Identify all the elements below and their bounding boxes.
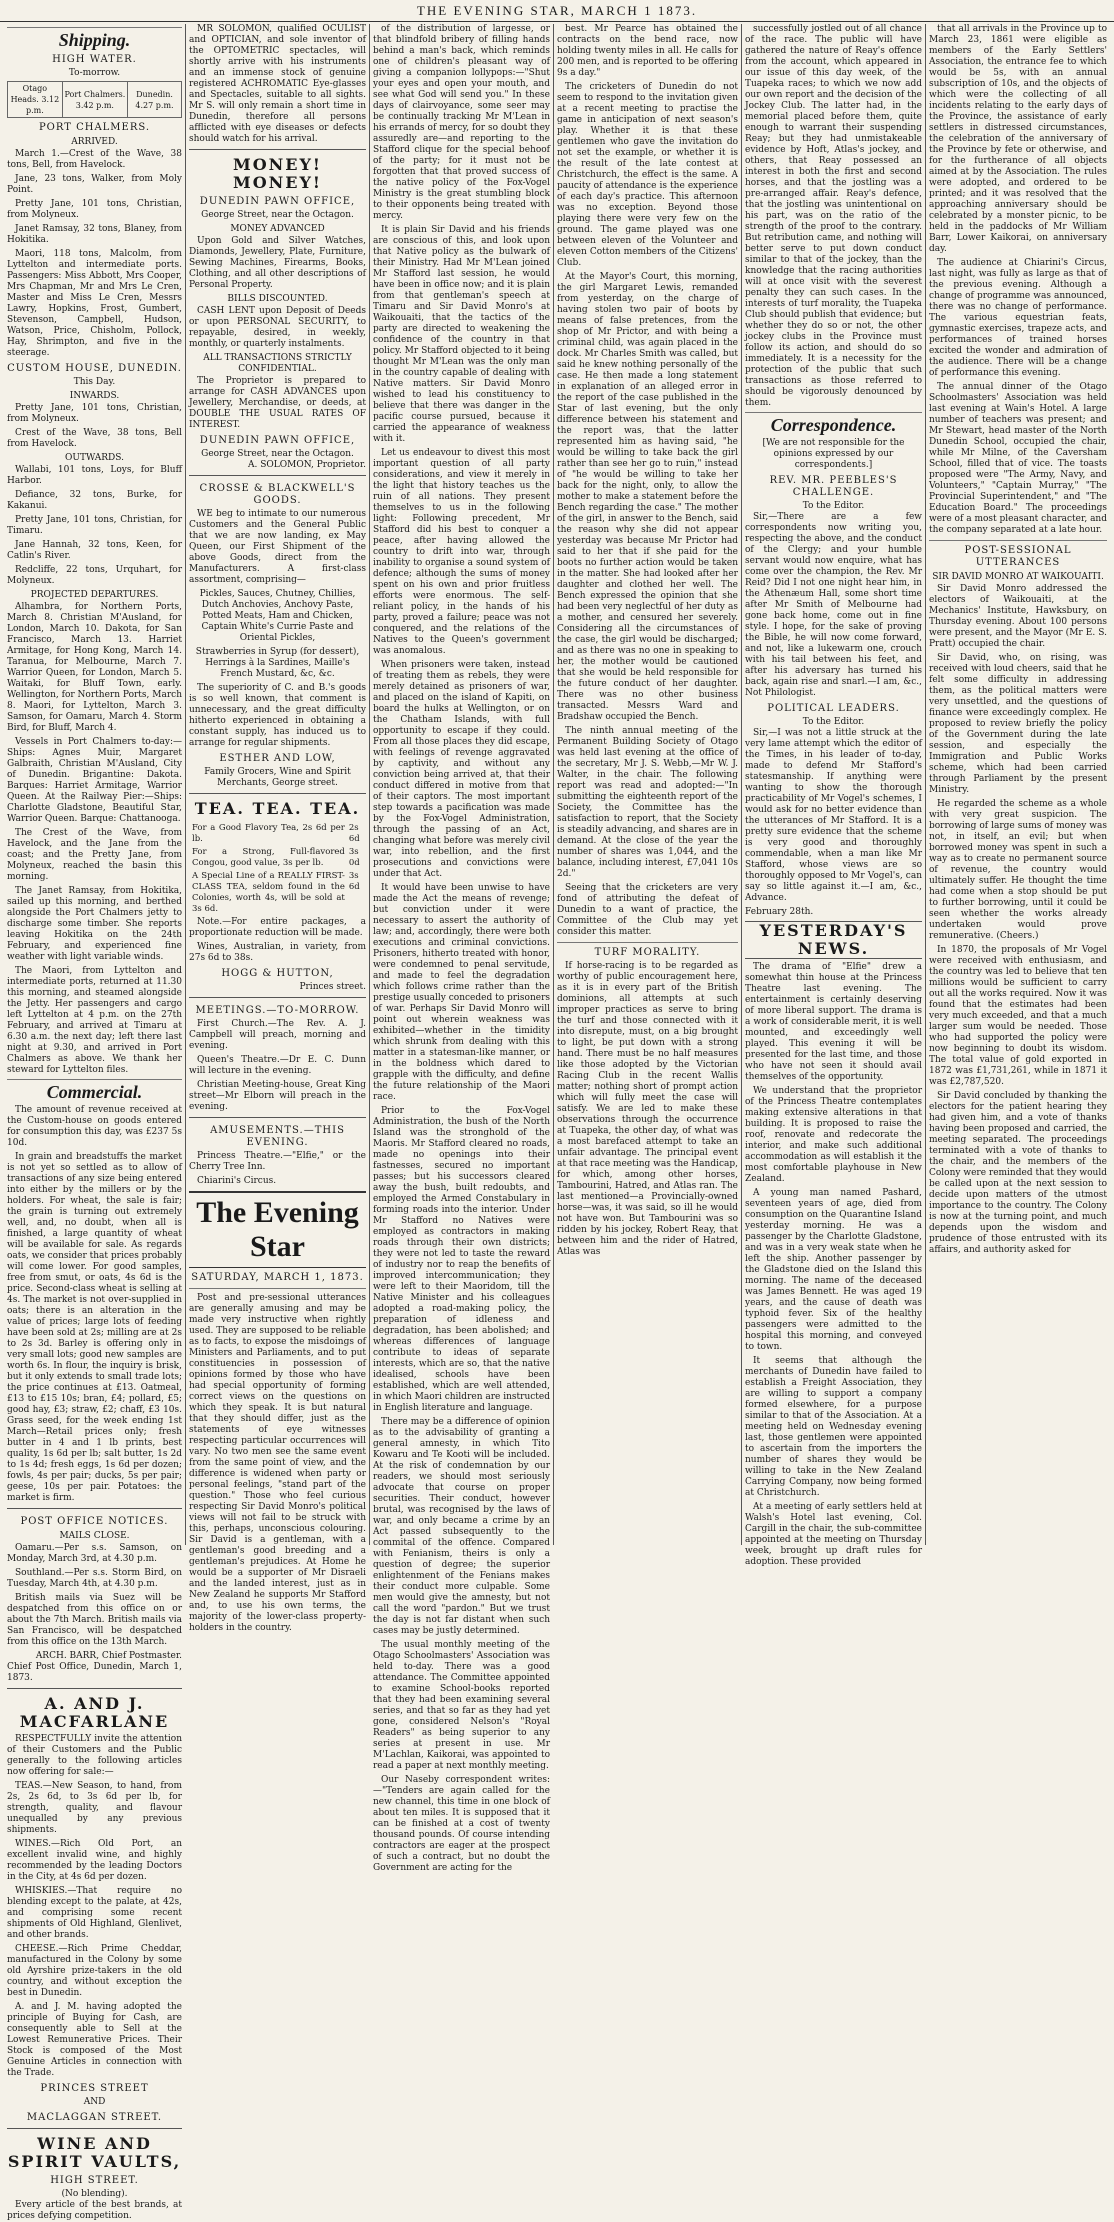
editorial-paragraph: It is plain Sir David and his friends are conscious of this, and look upon that Native policy as the bulwark of their Ministry. Had Mr M'Lean joined Mr Stafford last session, he would have been in office now; and it is plain from that gentleman's speech at Timaru and Sir David Monro's at Waikouaiti, that the tactics of the party are directed to weakening the confidence of the country in that policy. Mr Stafford objected to it being thought Mr M'Lean was the only man in the country capable of dealing with Native matters. Sir David Monro wished to lead his constituency to believe that there was danger in the pacific course pursued, because it carried the appearance of weakness with it. xyxy=(373,225,550,444)
macfarlane-title: A. AND J. MACFARLANE xyxy=(19,1694,170,1731)
mail-notice: Southland.—Per s.s. Storm Bird, on Tuesday, March 4th, at 4.30 p.m. xyxy=(7,1568,182,1589)
news-paragraph: A young man named Pashard, seventeen years of age, died from consumption on the Quarantine Island yesterday morning. He was a passenger by the Charlotte Gladstone, and was in a very weak state when he left the ship. Another passenger by the Gladstone died on the Island this morning. The name of the deceased was James Bennett. He was aged 19 years, and the cause of death was typhoid fever. Six of the healthy passengers were admitted to the hospital this morning, and conveyed to town. xyxy=(745,1188,922,1352)
news-paragraph: The usual monthly meeting of the Otago Schoolmasters' Association was held to-day. There was a good attendance. The Committee appointed to examine School-books reported that they had been examining several series, and that so far as they had yet gone, considered Nelson's "Royal Readers" as being superior to any series at present in use. Mr M'Lachlan, Kaikorai, was appointed to read a paper at next monthly meeting. xyxy=(373,1640,550,1771)
macfarlane-intro: RESPECTFULLY invite the attention of their Customers and the Public generally to the following articles now offering for sale:— xyxy=(7,1734,182,1777)
esther-low: ESTHER AND LOW, xyxy=(219,753,336,764)
customs-text: The amount of revenue received at the Custom-house on goods entered for consumption this day, was £237 5s 10d. xyxy=(7,1105,182,1148)
letter-title: POLITICAL LEADERS. xyxy=(767,703,900,714)
letter-to: To the Editor. xyxy=(802,717,865,727)
macfarlane-note: A. and J. M. having adopted the principle of Buying for Cash, are consequently able to Sell at the Lowest Remunerative Prices. Their Stock is composed of the Most Genuine Articles in connection with the Trade. xyxy=(7,2002,182,2078)
macfarlane-item: WHISKIES.—That require no blending except to the palate, at 42s, and comprising some recent shipments of Old Highland, Glenlivet, and other brands. xyxy=(7,1886,182,1940)
post-office-heading: POST OFFICE NOTICES. xyxy=(20,1516,169,1527)
turf-paragraph: successfully jostled out of all chance of the race. The public will have gathered the nature of Reay's offence from the account, which appeared in our issue of this day week, of the Tuapeka races; to which we now add our own report and the decision of the Jockey Club. The latter had, in the memorial placed before them, quite enough to warrant their suspending Reay; but they had unmistakeable evidence by Hoft, Atlas's jockey, and others, that Reay possessed an interest in both the first and second horses, and that the jostling was a pre-arranged affair. Reay's defence, that the jostling was unintentional on his part, was on the ratio of the strength of the proof to the contrary. But retribution came, and nothing will better serve to put down conduct similar to that of the jockey, than the knowledge that the racing authorities will at once visit with the severest penalty they can such cases. In the interests of turf morality, the Tuapeka Club should publish that evidence; but whether they do so or not, the other jockey clubs in the Province must follow its action, and should do so immediately. It is a necessity for the protection of the public that such transactions as those referred to should be vigorously denounced by them. xyxy=(745,24,922,408)
speech-paragraph: Sir David, who, on rising, was received with loud cheers, said that he felt some difficulty in addressing them, as the political matters were very unsettled, and the questions of finance were exceedingly complex. He proposed to review briefly the policy of the Government during the late session, and especially the Immigration and Public Works scheme, which had been carried through Parliament by the present Ministry. xyxy=(929,653,1107,795)
postmaster-sign: ARCH. BARR, Chief Postmaster. xyxy=(35,1651,182,1661)
projected-heading: PROJECTED DEPARTURES. xyxy=(30,590,159,600)
post-sessional-sub: SIR DAVID MONRO AT WAIKOUAITI. xyxy=(932,572,1104,582)
news-item: The Crest of the Wave, from Havelock, and the Jane from the coast; and the Pretty Jane, from Molyneux, reached the basin this morning. xyxy=(7,828,182,882)
crosse-note: The superiority of C. and B.'s goods is so well known, that comment is unnecessary, and the great difficulty hitherto experienced in obtaining a constant supply, has induced us to arrange for regular shipments. xyxy=(189,683,366,748)
news-paragraph: The audience at Chiarini's Circus, last night, was fully as large as that of the previous evening. Although a change of programme was announced, there was no change of performance. The various equestrian feats, gymnastic exercises, trapeze acts, and performances of trained horses excited the wonder and admiration of the audience. There will be a change of performance this evening. xyxy=(929,258,1107,378)
meeting-item: Christian Meeting-house, Great King street—Mr Elborn will preach in the evening. xyxy=(189,1080,366,1112)
editorial-paragraph: Let us endeavour to divest this most important question of all party considerations, and view it merely in the light that history teaches us the ruin of all nations. They present themselves to us in the following light: Following precedent, Mr Stafford did his best to conquer a peace, after having allowed the country to drift into war, through inability to organise a sound system of defence; although the sums of money spent on his own and prior fruitless efforts were enormous. The self-reliant policy, in the hands of his party, proved a failure; peace was not conquered, and the relations of the Natives to the Queen's government was anomalous. xyxy=(373,448,550,656)
news-paragraph: The cricketers of Dunedin do not seem to respond to the invitation given at a recent meeting to practise the game in anticipation of next season's play. Whether it is that these gentlemen who gave the invitation do not set the example, or whether it is the result of the late contest at Christchurch, the effect is the same. A paucity of attendance is the experience of each day's practice. This afternoon was no exception. Beyond those playing there were very few on the ground. The game played was one between eleven of the Volunteer and eleven Cotton members of the Citizens' Club. xyxy=(557,82,738,268)
pawn-body: Upon Gold and Silver Watches, Diamonds, Jewellery, Plate, Furniture, Sewing Machines, Firearms, Books, Clothing, and all other descriptions of Personal Property. xyxy=(189,236,366,290)
date-line: SATURDAY, MARCH 1, 1873. xyxy=(191,1272,364,1283)
macfarlane-item: TEAS.—New Season, to hand, from 2s, 2s 6d, to 3s 6d per lb, for strength, quality, and flavour unequalled by any previous shipments. xyxy=(7,1781,182,1835)
projected-text: Alhambra, for Northern Ports, March 8. Christian M'Ausland, for London, March 10. Dakota, for San Francisco, March 13. Harriet Armitage, for Hong Kong, March 14. Taranua, for Melbourne, March 7. Warrior Queen, for London, March 5. Waitaki, for Bluff Town, early. Wellington, for Northern Ports, March 8. Maori, for Lyttelton, March 3. Samson, for Oamaru, March 4. Storm Bird, for Bluff, March 4. xyxy=(7,602,182,733)
arrival-item: Pretty Jane, 101 tons, Christian, from Molyneux. xyxy=(7,199,182,220)
pawn-office-title-2: DUNEDIN PAWN OFFICE, xyxy=(199,435,356,446)
and-text: AND xyxy=(83,2097,106,2107)
inwards-item: Crest of the Wave, 38 tons, Bell from Havelock. xyxy=(7,428,182,449)
news-paragraph: We understand that the proprietor of the Princess Theatre contemplates making extensive alterations in that building. It is proposed to raise the roof, renovate and redecorate the interior, and make such additional accommodation as will establish it the most comfortable playhouse in New Zealand. xyxy=(745,1086,922,1184)
news-paragraph: At the Mayor's Court, this morning, the girl Margaret Lewis, remanded from yesterday, on the charge of having stolen two pair of boots by means of false pretences, from the shop of Mr Prictor, and with being a criminal child, was again placed in the dock. Mr Charles Smith was called, but said he knew nothing personally of the case. He then made a long statement in explanation of an alleged error in the report of the case published in the Star of last evening, but the only difference between his statement and the report was, that the latter represented him as having said, "he would be willing to take back the girl rather than see her go to ruin," instead of "he would be willing to take her back for the night, only, to allow the mother to make a statement before the Bench regarding the case." The mother of the girl, in answer to the Bench, said the reason why she did not appear yesterday was because Mr Prictor had said to her that if she paid for the boots no further action would be taken in the matter. She had looked after her daughter and clothed her well. The Bench expressed the opinion that she had been very neglectful of her duty as a mother, and censured her severely. Considering all the circumstances of the case, the girl would be discharged; and as there was no one in speaking to her, the mother would be cautioned that she would be held responsible for the future conduct of her daughter. There was no other business transacted. Messrs Ward and Bradshaw occupied the Bench. xyxy=(557,272,738,722)
crosse-body: WE beg to intimate to our numerous Customers and the General Public that we are now landing, ex May Queen, our First Shipment of the above Goods, direct from the Manufacturers. A first-class assortment, comprising— xyxy=(189,509,366,585)
letter-title: REV. MR. PEEBLES'S CHALLENGE. xyxy=(769,475,898,498)
arrival-item: Jane, 23 tons, Walker, from Moly Point. xyxy=(7,174,182,195)
mail-notice: British mails via Suez will be despatched from this office on or about the 7th March. British mails via San Francisco, will be despatched from this office on the 13th March. xyxy=(7,1593,182,1647)
letter-date: February 28th. xyxy=(745,907,814,917)
speech-paragraph: Sir David Monro addressed the electors of Waikouaiti, at the Mechanics' Institute, Hawksbury, on Thursday evening. About 100 persons were present, and the Mayor (Mr E. S. Pratt) occupied the chair. xyxy=(929,584,1107,649)
news-paragraph: Seeing that the cricketers are very fond of attributing the defeat of Dunedin to a want of practice, the Committee of the Club may yet consider this matter. xyxy=(557,883,738,937)
hogg-address: Princes street. xyxy=(299,982,366,992)
news-paragraph: At a meeting of early settlers held at Walsh's Hotel last evening, Col. Cargill in the chair, the sub-committee appointed at the meeting on Thursday week, brought up draft rules for adoption. These provided xyxy=(745,1502,922,1567)
news-item: The Janet Ramsay, from Hokitika, sailed up this morning, and berthed alongside the Port Chalmers jetty to discharge some timber. She reports leaving Hokitika on the 24th February, and experienced fine weather with light variable winds. xyxy=(7,886,182,962)
hogg-hutton: HOGG & HUTTON, xyxy=(221,968,334,979)
amusement-item: Princess Theatre.—"Elfie," or the Cherry Tree Inn. xyxy=(189,1151,366,1172)
solomon-ad: MR SOLOMON, qualified OCULIST and OPTICIAN, and sole inventor of the OPTOMETRIC spectacles, will shortly arrive with his instruments and an immense stock of genuine registered ACHROMATIC Eye-glasses and Spectacles, suitable to all sights. Mr S. will only remain a short time in Dunedin, therefore all persons afflicted with eye diseases or defects should watch for his arrival. xyxy=(189,24,366,144)
tide-cell: Port Chalmers. 3.42 p.m. xyxy=(62,82,127,118)
arrival-item: Maori, 118 tons, Malcolm, from Lyttelton and intermediate ports. Passengers: Miss Abbott, Mrs Cooper, Mrs Chapman, Mr and Mrs Le Cren, Master and Miss Le Cren, Messrs Lawry, Hopkins, Frost, Gumbert, Stevenson, Campbell, Hudson, Watson, Price, Chisholm, Pollock, Hay, Shrimpton, and five in the steerage. xyxy=(7,249,182,358)
macfarlane-item: WINES.—Rich Old Port, an excellent invalid wine, and highly recommended by the leading Doctors in the City, at 4s 6d per dozen. xyxy=(7,1839,182,1882)
tea-label: For a Strong, Full-flavored Congou, good value, 3s per lb. xyxy=(192,847,345,868)
tide-cell: Dunedin. 4.27 p.m. xyxy=(128,82,182,118)
column-1 xyxy=(4,24,186,2221)
news-paragraph: The ninth annual meeting of the Permanent Building Society of Otago was held last evening at the office of the secretary, Mr J. S. Webb,—Mr W. J. Walter, in the chair. The following report was read and adopted:—"In submitting the eighteenth report of the Society, the Committee has the satisfaction to report, that the Society is steadily advancing, and shares are in demand. At the close of the year the number of shares was 1,044, and the balance, including interest, £7,041 10s 2d." xyxy=(557,726,738,879)
speech-paragraph: Sir David concluded by thanking the electors for the patient hearing they had given him, and a vote of thanks having been proposed and carried, the meeting separated. The proceedings terminated with a vote of thanks to the chair, and the members of the Colony were reminded that they would be called upon at the next session to decide upon matters of the utmost importance to the country. The Colony is now at the turning point, and much depends upon the wisdom and prudence of those entrusted with its affairs, and authority asked for xyxy=(929,1091,1107,1255)
news-item: The Maori, from Lyttelton and intermediate ports, returned at 11.30 this morning, and steamed alongside the Jetty. Her passengers and cargo left Lyttelton at 4 p.m. on the 27th February, and arrived at Timaru at 6.30 a.m. the next day; left there last night at 9.30, and arrived in Port Chalmers as above. We thank her steward for Lyttelton files. xyxy=(7,966,182,1075)
grain-report: In grain and breadstuffs the market is not yet so settled as to allow of transactions of any size being entered into either by the millers or by the holders. For wheat, the sale is fair; the grain is turning out extremely well, and, no doubt, when all is finished, a large quantity of wheat will be available for sale. As regards oats, we consider that prices probably will come lower. For good samples, free from smut, or oats, 4s 6d is the price. Second-class wheat is selling at 4s. The market is not over-supplied in oats; there is an alteration in the value of prices; large lots of feeding have been sold at 2s; milling are at 2s to 2s 3d. Barley is offering only in very small lots; good new samples are worth 6s. In flour, the inquiry is brisk, but it only extends to small trade lots; the price continues at £13. Oatmeal, £13 to £15 10s; bran, £4; pollard, £5; good hay, £3; straw, £2; chaff, £3 10s. Grass seed, for the week ending 1st March—Retail prices only; fresh butter in 4 and 1 lb prints, best quality, 1s 6d per lb; salt butter, 1s 2d to 1s 4d; fresh eggs, 1s 6d per dozen; fowls, 4s per pair; ducks, 5s per pair; geese, 10s per pair. Potatoes: the market is firm. xyxy=(7,1152,183,1503)
meetings-heading: MEETINGS.—TO-MORROW. xyxy=(195,1005,360,1016)
editorial-paragraph: When prisoners were taken, instead of treating them as rebels, they were merely detained as prisoners of war, and placed on the island of Kapiti, on board the hulks at Wellington, or on the Chatham Islands, with full opportunity to escape if they could. From all those places they did escape, with feelings of revenge aggravated by captivity, and without any conviction being arrived at, that their conduct differed in motive from that of their captors. The most important step towards a pacification was made by the Fox-Vogel Administration, through the passing of an Act, changing what before was merely civil war, into rebellion, and the first prosecutions and convictions were under that Act. xyxy=(373,660,550,879)
amusement-item: Chiarini's Circus. xyxy=(197,1176,277,1186)
speech-paragraph: He regarded the scheme as a whole with very great suspicion. The borrowing of large sums of money was not, in itself, an evil; but when borrowed money was spent in such a way as to create no permanent source of revenue, the country would ultimately suffer. He thought the time had come when a stop should be put to further borrowing, until it could be seen whether the works already undertaken would prove remunerative. (Cheers.) xyxy=(929,799,1107,941)
correspondence-heading: Correspondence. xyxy=(745,412,922,435)
column-4 xyxy=(554,24,742,1545)
wine-note: Every article of the best brands, at prices defying competition. xyxy=(7,2200,182,2221)
this-day: This Day. xyxy=(73,377,116,387)
macfarlane-item: CHEESE.—Rich Prime Cheddar, manufactured in the Colony by some old Ayrshire prize-takers in the old country, and without exception the best in Dunedin. xyxy=(7,1944,182,1998)
inwards-heading: INWARDS. xyxy=(69,391,120,401)
proprietor-note: The Proprietor is prepared to arrange for CASH ADVANCES upon Jewellery, Merchandise, or deeds, at DOUBLE THE USUAL RATES OF INTEREST. xyxy=(189,376,366,430)
paper-title: The Evening Star xyxy=(189,1191,366,1268)
meeting-item: First Church.—The Rev. A. J. Campbell will preach, morning and evening. xyxy=(189,1019,366,1051)
strictly-confidential: ALL TRANSACTIONS STRICTLY CONFIDENTIAL. xyxy=(203,353,352,374)
money-advanced: MONEY ADVANCED xyxy=(230,224,325,234)
editorial-paragraph: Prior to the Fox-Vogel Administration, the bush of the North Island was the stronghold of the Maoris. Mr Stafford cleared no roads, made no openings into their fastnesses, secured no important passes; but his successors cleared away the bush, built redoubts, and employed the Armed Constabulary in forming roads into the interior. Under Mr Stafford no Natives were employed as contractors in making roads through their own districts; they were not led to taste the reward of industry nor to reap the benefits of improved intercommunication; they were left to their Maoridom, till the Native Minister and his colleagues adopted a road-making policy, the preparation of idleness and degradation, has been abolished; and whereas differences of language contribute to ideas of separate interests, which are so, that the native idealised, schools have been established, which are well attended, in which Maori children are instructed in English literature and language. xyxy=(373,1106,550,1413)
news-paragraph: The annual dinner of the Otago Schoolmasters' Association was held last evening at Wain's Hotel. A large number of teachers was present; and Mr Stewart, head master of the North Dunedin School, occupied the chair, while Mr Milne, of the Caversham School, filled that of vice. The toasts proposed were "The Army, Navy, and Volunteers," "Captain Murray," "The Provincial Superintendent," and "The Education Board." The proceedings were of a most pleasant character, and the company separated at a late hour. xyxy=(929,382,1107,535)
letter-body: Sir,—I was not a little struck at the very lame attempt which the editor of the Times, in his leader of to-day, made to defend Mr Stafford's statesmanship. If anything were wanting to show the thorough practicability of Mr Vogel's schemes, I would ask for no better evidence than the utterances of Mr Stafford. It is a pretty sure evidence that the scheme is very good and thoroughly commendable, when a man like Mr Stafford, whose views are so thoroughly opposed to Mr Vogel's, can say so little against it.—I am, &c., Advance. xyxy=(745,728,922,903)
arrived-heading: ARRIVED. xyxy=(71,137,118,147)
vessels-text: Vessels in Port Chalmers to-day:—Ships: Agnes Muir, Margaret Galbraith, Christian M'Ausland, City of Dunedin. Brigantine: Dakota. Barques: Harriet Armitage, Warrior Queen. At the Railway Pier:—Ships: Charlotte Gladstone, Beautiful Star, Warrior Queen. Barque: Chattanooga. xyxy=(7,737,182,824)
crosse-items: Pickles, Sauces, Chutney, Chillies, Dutch Anchovies, Anchovy Paste, Potted Meats, Ham and Chicken, Captain White's Currie Paste and Oriental Pickles, xyxy=(199,589,356,643)
letter-body: Sir,—There are a few correspondents now writing you, respecting the above, and the conduct of the Clergy; and your humble servant would now enquire, what has come over the champion, the Rev. Mr Reid? Did I not one night hear him, in the Athenæum Hall, some short time after Mr Smith of Melbourne had gone back home, come out in fine style. I hope, for the sake of proving the Bible, he will now come forward, and not, like a lukewarm one, crouch with his tail between his feet, and after his adversary has turned his back, again rise and snarl.—I am, &c., Not Philologist. xyxy=(745,512,922,698)
pawn-office-title: DUNEDIN PAWN OFFICE, xyxy=(199,196,356,207)
meeting-item: Queen's Theatre.—Dr E. C. Dunn will lecture in the evening. xyxy=(189,1055,366,1076)
amusements-heading: AMUSEMENTS.—THIS EVENING. xyxy=(210,1125,345,1148)
crosse-items-2: Strawberries in Syrup (for dessert), Herrings à la Sardines, Maille's French Mustard, &c, &c. xyxy=(195,647,360,679)
commercial-heading: Commercial. xyxy=(7,1079,182,1102)
tide-cell: Otago Heads. 3.12 p.m. xyxy=(8,82,63,118)
news-paragraph: best. Mr Pearce has obtained the contracts on the bend race, now holding twenty miles in all. He calls for 200 men, and is reported to be offering 9s a day." xyxy=(557,24,738,78)
editorial-paragraph: of the distribution of largesse, or that blindfold bribery of filling hands behind a man's back, which reminds one of children's pleasant way of giving a companion lollypops:—"Shut your eyes and open your mouth, and see what God will send you." In these days of clairvoyance, some seer may be continually tracking Mr M'Lean in his errands of mercy, for so doubt they assuredly are—and reporting to the Stafford clique for the special behoof of the party; for it must not be forgotten that that proved success of the native policy of the Fox-Vogel Ministry is the great stumbling block to their opponents being treated with mercy. xyxy=(373,24,550,221)
inwards-item: Pretty Jane, 101 tons, Christian, from Molyneux. xyxy=(7,403,182,424)
tea-table xyxy=(189,821,366,917)
wine-vaults-title: WINE AND SPIRIT VAULTS, xyxy=(7,2134,182,2171)
news-paragraph: Our Naseby correspondent writes:—"Tenders are again called for the new channel, this time in one block of about ten miles. It is supposed that it can be finished at a cost of twenty thousand pounds. Of course intending contractors are eager at the prospect of such a contract, but no doubt the Government are acting for the xyxy=(373,1775,550,1873)
column-3 xyxy=(370,24,554,1873)
tea-wines: Wines, Australian, in variety, from 27s 6d to 38s. xyxy=(189,942,366,963)
outwards-heading: OUTWARDS. xyxy=(65,453,124,463)
news-paragraph: that all arrivals in the Province up to March 23, 1861 were eligible as members of the Early Settlers' Association, the entrance fee to which would be 5s, with an annual subscription of 10s, and the objects of which were the collecting of all incidents relating to the early days of the Province, the assistance of early settlers in distressed circumstances, the celebration of the anniversary of the Province by fete or otherwise, and for the furtherance of all objects aimed at by the Association. The rules were adopted, and ordered to be printed; and it was resolved that the approaching anniversary should be celebrated by a monster picnic, to be held in the paddocks of Mr William Barr, Lower Kaikorai, on anniversary day. xyxy=(929,24,1107,254)
correspondence-note: [We are not responsible for the opinions expressed by our correspondents.] xyxy=(762,438,905,470)
editorial-paragraph: There may be a difference of opinion as to the advisability of granting a general amnesty, in which Tito Kowaru and Te Kooti will be included. At the risk of condemnation by our readers, we should most seriously advocate that course on proper securities. Their conduct, however brutal, was recognised by the laws of war, and only became a crime by an Act passed subsequently to the commital of the offence. Compared with Fenianism, theirs is only a question of degree; the superior enlightenment of the Fenians makes their conduct more culpable. Some men would give the amnesty, but not call the word "pardon." But we trust the day is not far distant when such cases may be justly determined. xyxy=(373,1417,550,1636)
princes-street: PRINCES STREET xyxy=(40,2083,149,2094)
post-office-date: Chief Post Office, Dunedin, March 1, 1873. xyxy=(7,1662,182,1683)
maclaggan-street: MACLAGGAN STREET. xyxy=(26,2112,163,2123)
outwards-item: Redcliffe, 22 tons, Urquhart, for Molyneux. xyxy=(7,565,182,586)
tea-price: 2s 6d xyxy=(348,823,360,844)
custom-heading: CUSTOM HOUSE, DUNEDIN. xyxy=(7,363,182,374)
tea-label: For a Good Flavory Tea, 2s 6d per lb. xyxy=(192,823,345,844)
money-title: MONEY! MONEY! xyxy=(233,155,322,192)
column-6 xyxy=(926,24,1110,1545)
bills-discounted: BILLS DISCOUNTED. xyxy=(227,294,328,304)
editorial-paragraph: It would have been unwise to have made the Act the means of revenge; but conviction under it were necessary to assert the authority of law; and, accordingly, there were both executions and criminal convictions. Prisoners, hitherto treated with honor, were condemned to penal servitude, and made to feel the degradation which follows crime rather than the prestige usually conceded to prisoners of war. Perhaps Sir David Monro will point out wherein weakness was exhibited—whether in the timidity which shrunk from dealing with this matter in a statesman-like manner, or in the boldness which dared to grapple with the difficulty, and define the future relationship of the Maori race. xyxy=(373,883,550,1102)
tea-note: Note.—For entire packages, a proportionate reduction will be made. xyxy=(189,917,366,938)
tea-price: 3s 6d xyxy=(348,871,360,892)
letter-to: To the Editor. xyxy=(802,501,865,511)
pawn-address-2: George Street, near the Octagon. xyxy=(201,449,354,459)
speech-paragraph: In 1870, the proposals of Mr Vogel were received with enthusiasm, and the country was led to believe that ten millions would be sufficient to carry out all the works required. Now it was found that the estimates had been very much exceeded, and that a much larger sum would be needed. Those who had supported the policy were now beginning to doubt its wisdom. The total value of gold exported in 1872 was £1,731,261, while in 1871 it was £2,787,520. xyxy=(929,945,1107,1087)
tide-table xyxy=(7,81,182,118)
masthead: THE EVENING STAR, MARCH 1 1873. xyxy=(0,0,1114,22)
column-5 xyxy=(742,24,926,1567)
outwards-item: Pretty Jane, 101 tons, Christian, for Timaru. xyxy=(7,515,182,536)
turf-paragraph: If horse-racing is to be regarded as worthy of public encouragement here, as it is in every part of the British dominions, all attempts at such improper practices as serve to bring the turf and those connected with it into disrepute, must, on a big brought to light, be put down with a strong hand. There must be no half measures like those adopted by the Victorian Racing Club in the recent Wallis matter; nothing short of prompt action which will fully meet the case will satisfy. We are led to make these observations through the occurrence at Tuapeka, the other day, of what was a most barefaced attempt to take an unfair advantage. The principal event at that race meeting was the Handicap, for which, among other horses, Tambourini, Hatred, and Atlas ran. The last mentioned—a Provincially-owned horse—was, it was said, so ill he would not have won. But Tambourini was so ridden by his jockey, Robert Reay, that between him and the rider of Hatred, Atlas was xyxy=(557,961,738,1257)
crosse-title: CROSSE & BLACKWELL'S GOODS. xyxy=(199,483,356,506)
tea-price: 3s 0d xyxy=(348,847,360,868)
outwards-item: Defiance, 32 tons, Burke, for Kakanui. xyxy=(7,490,182,511)
editorial-paragraph: Post and pre-sessional utterances are generally amusing and may be made very instructive when rightly used. They are supposed to be reliable as to facts, to expose the misdoings of Ministers and Parliaments, and to put constituencies in possession of opinions formed by those who have had special opportunity of forming correct views on the questions on which they speak. It is but natural that they should differ, just as the statements of eye witnesses respecting particular occurrences will vary. No two men see the same event from the same point of view, and the difference is widened when party or personal feelings, "stand part of the question." Those who feel curious respecting Sir David Monro's political views will not fail to be struck with this, perhaps, unconscious colouring. Sir David is a gentleman, with a gentleman's good breeding and a gentleman's prejudices. At Home he would be a supporter of Mr Disraeli and the landed interest, just as in New Zealand he supports Mr Stafford and, to use his own terms, the majority of the lower-class property-holders in the country. xyxy=(189,1293,366,1633)
outwards-item: Wallabi, 101 tons, Loys, for Bluff Harbor. xyxy=(7,465,182,486)
outwards-item: Jane Hannah, 32 tons, Keen, for Catlin's River. xyxy=(7,540,182,561)
tide-heading: HIGH WATER. xyxy=(52,54,137,65)
arrival-item: March 1.—Crest of the Wave, 38 tons, Bell, from Havelock. xyxy=(7,149,182,170)
pawn-address: George Street, near the Octagon. xyxy=(201,210,354,220)
esther-sub: Family Grocers, Wine and Spirit Merchants, George street. xyxy=(204,767,351,788)
tea-label: A Special Line of a REALLY FIRST-CLASS TEA, seldom found in the Colonies, worth 4s, will be sold at 3s 6d. xyxy=(192,871,345,914)
yesterdays-news-heading: YESTERDAY'S NEWS. xyxy=(745,921,922,959)
pawn-sign: A. SOLOMON, Proprietor. xyxy=(248,460,366,470)
news-paragraph: The drama of "Elfie" drew a somewhat thin house at the Princess Theatre last evening. The entertainment is certainly deserving of more liberal support. The drama is a work of considerable merit, it is well mounted, and exceedingly well played. This evening it will be presented for the last time, and those who have not seen it should avail themselves of the opportunity. xyxy=(745,962,922,1082)
shipping-heading: Shipping. xyxy=(7,27,182,50)
news-paragraph: It seems that although the merchants of Dunedin have failed to establish a Freight Association, they are willing to support a company formed elsewhere, for a purpose similar to that of the Association. At a meeting held on Wednesday evening last, those gentlemen were appointed to ascertain from the importers the number of shares they would be willing to take in the New Zealand Carrying Company, now being formed at Christchurch. xyxy=(745,1356,922,1498)
mail-notice: Oamaru.—Per s.s. Samson, on Monday, March 3rd, at 4.30 p.m. xyxy=(7,1543,182,1564)
port-heading: PORT CHALMERS. xyxy=(38,122,151,133)
tide-sub: To-morrow. xyxy=(68,68,121,78)
cash-lent: CASH LENT upon Deposit of Deeds or upon PERSONAL SECURITY, to repayable, desired, in weekly, monthly, or quarterly instalments. xyxy=(189,306,366,349)
tea-title: TEA. TEA. TEA. xyxy=(194,799,361,818)
arrival-item: Janet Ramsay, 32 tons, Blaney, from Hokitika. xyxy=(7,224,182,245)
mails-close-heading: MAILS CLOSE. xyxy=(59,1531,130,1541)
no-blending: (No blending). xyxy=(61,2189,128,2199)
turf-heading: TURF MORALITY. xyxy=(594,947,701,958)
column-2 xyxy=(186,24,370,1633)
high-street: HIGH STREET. xyxy=(50,2175,139,2186)
post-sessional-heading: POST-SESSIONAL UTTERANCES xyxy=(964,545,1072,568)
